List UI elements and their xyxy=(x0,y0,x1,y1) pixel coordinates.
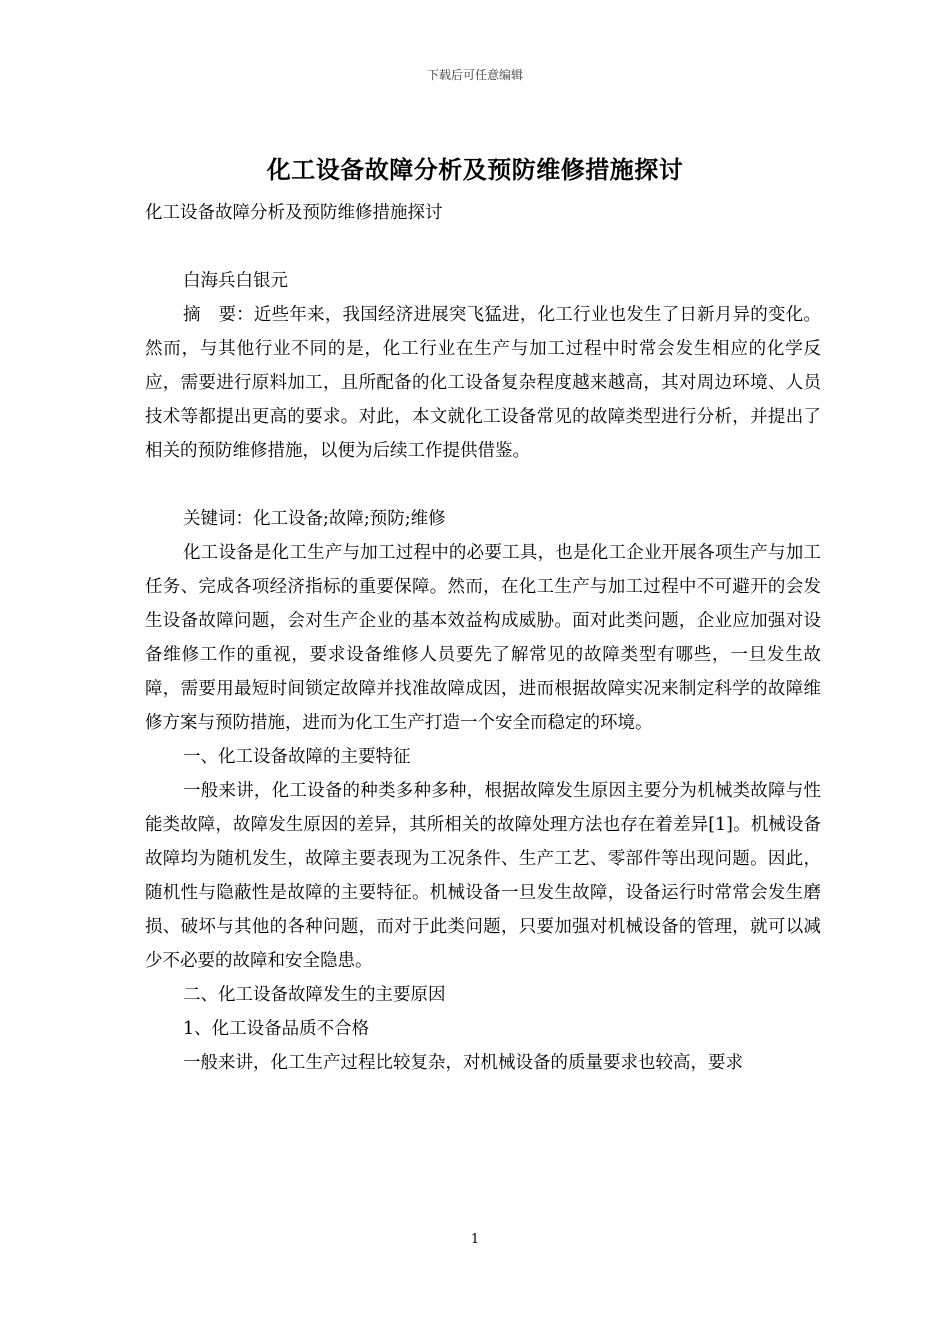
section-1-paragraph: 一般来讲，化工设备的种类多种多种，根据故障发生原因主要分为机械类故障与性能类故障，故障发生原因的差异，其所相关的故障处理方法也存在着差异[1]。机械设备故障均为随机发生，故障主要表现为工况条件、生产工艺、零部件等出现问题。因此，随机性与隐蔽性是故障的主要特征。机械设备一旦发生故障，设备运行时常常会发生磨损、破坏与其他的各种问题，而对于此类问题，只要加强对机械设备的管理，就可以减少不必要的故障和安全隐患。 xyxy=(145,781,821,971)
keywords: 关键词：化工设备;故障;预防;维修 xyxy=(183,509,446,529)
section-2-paragraph: 一般来讲，化工生产过程比较复杂，对机械设备的质量要求也较高，要求 xyxy=(183,1053,743,1073)
header-note: 下载后可任意编辑 xyxy=(426,68,523,82)
spacer xyxy=(145,230,821,264)
abstract-paragraph: 摘 要：近些年来，我国经济进展突飞猛进，化工行业也发生了日新月异的变化。然而，与其他行业不同的是，化工行业在生产与加工过程中时常会发生相应的化学反应，需要进行原料加工，且所配备的化工设备复杂程度越来越高，其对周边环境、人员技术等都提出更高的要求。对此，本文就化工设备常见的故障类型进行分析，并提出了相关的预防维修措施，以便为后续工作提供借鉴。 xyxy=(145,305,821,461)
page-number: 1 xyxy=(470,1232,480,1247)
document-body xyxy=(145,196,821,1080)
intro-paragraph: 化工设备是化工生产与加工过程中的必要工具，也是化工企业开展各项生产与加工任务、完成各项经济指标的重要保障。然而，在化工生产与加工过程中不可避开的会发生设备故障问题，会对生产企业的基本效益构成威胁。面对此类问题，企业应加强对设备维修工作的重视，要求设备维修人员要先了解常见的故障类型有哪些，一旦发生故障，需要用最短时间锁定故障并找准故障成因，进而根据故障实况来制定科学的故障维修方案与预防措施，进而为化工生产打造一个安全而稳定的环境。 xyxy=(145,543,821,733)
section-2-subheading-1: 1、化工设备品质不合格 xyxy=(183,1019,370,1039)
document-title: 化工设备故障分析及预防维修措施探讨 xyxy=(266,155,684,184)
section-1-heading: 一、化工设备故障的主要特征 xyxy=(183,747,411,767)
authors: 白海兵白银元 xyxy=(183,271,288,291)
section-2-heading: 二、化工设备故障发生的主要原因 xyxy=(183,985,446,1005)
document-subtitle: 化工设备故障分析及预防维修措施探讨 xyxy=(145,203,443,223)
spacer xyxy=(145,468,821,502)
